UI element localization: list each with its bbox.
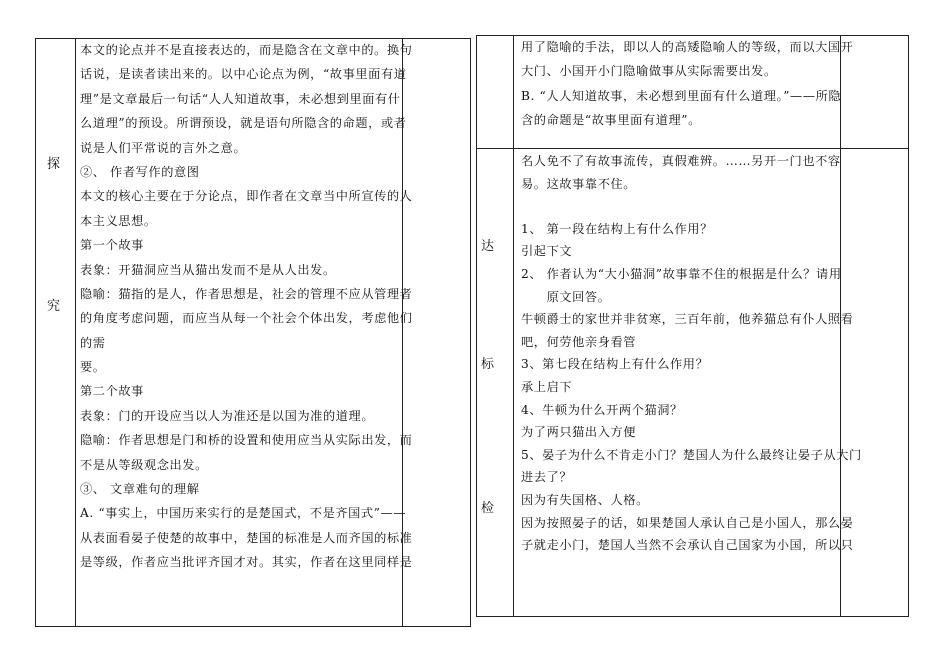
left-line: 从表面看晏子使楚的故事中，楚国的标准是人而齐国的标准 <box>80 530 413 545</box>
right-bottom-line: 子就走小门，楚国人当然不会承认自己国家为小国，所以只 <box>521 538 854 553</box>
left-line: 本主义思想。 <box>80 213 157 228</box>
left-line: 隐喻：猫指的是人，作者思想是，社会的管理不应从管理者 <box>80 286 413 301</box>
right-bottom-text <box>521 150 862 557</box>
right-top-line: 大门、小国开小门隐喻做事从实际需要出发。 <box>521 64 777 79</box>
left-table-col-divider-1 <box>75 39 76 626</box>
left-line: A. “事实上，中国历来实行的是楚国式，不是齐国式”—— <box>80 506 407 521</box>
left-side-label-1: 探 <box>47 157 61 172</box>
right-bottom-line: 引起下文 <box>521 244 573 259</box>
left-line: 第一个故事 <box>80 238 144 253</box>
left-line: ③、 文章难句的理解 <box>80 482 200 497</box>
right-bottom-line: 3、第七段在结构上有什么作用？ <box>521 357 709 372</box>
right-top-line: B. “人人知道故事，未必想到里面有什么道理。”——所隐 <box>521 88 842 103</box>
right-bottom-line: 吧，何劳他亲身看管 <box>521 334 637 349</box>
right-bottom-line: 易。这故事靠不住。 <box>521 176 637 191</box>
left-line: 的角度考虑问题，而应当从每一个社会个体出发，考虑他们 <box>80 311 413 326</box>
left-line: 表象：门的开设应当以人为准还是以国为准的道理。 <box>80 408 375 423</box>
right-bottom-line: 因为按照晏子的话，如果楚国人承认自己是小国人，那么晏 <box>521 515 854 530</box>
right-bottom-line: 4、牛顿为什么开两个猫洞？ <box>521 402 683 417</box>
left-line: 理”是文章最后一句话“人人知道故事，未必想到里面有什 <box>80 91 401 106</box>
left-line: 是等级，作者应当批评齐国才对。其实，作者在这里同样是 <box>80 555 413 570</box>
left-line: ②、 作者写作的意图 <box>80 164 200 179</box>
left-line: 本文的论点并不是直接表达的，而是隐含在文章中的。换句 <box>80 43 413 57</box>
right-bottom-line: 原文回答。 <box>521 289 611 304</box>
left-side-label-2: 究 <box>47 299 61 314</box>
right-bottom-line: 因为有失国格、人格。 <box>521 492 649 507</box>
left-line: 第二个故事 <box>80 384 144 399</box>
left-line: 么道理”的预设。所谓预设，就是语句所隐含的命题，或者 <box>80 116 407 131</box>
right-bottom-line: 牛顿爵士的家世并非贫寒，三百年前，他养猫总有仆人照看 <box>521 312 854 327</box>
left-line: 要。 <box>80 360 106 375</box>
right-table-row-divider <box>477 148 908 149</box>
right-bottom-line <box>521 195 862 218</box>
right-side-label-1: 达 <box>481 239 495 254</box>
left-line: 表象：开猫洞应当从猫出发而不是从人出发。 <box>80 262 336 277</box>
right-bottom-line: 为了两只猫出入方便 <box>521 425 637 440</box>
right-top-line: 含的命题是“故事里面有道理”。 <box>521 113 701 128</box>
left-line: 说是人们平常说的言外之意。 <box>80 140 247 155</box>
right-bottom-line: 承上启下 <box>521 379 573 394</box>
right-bottom-line: 1、 第一段在结构上有什么作用？ <box>521 221 713 236</box>
left-line: 话说，是读者读出来的。以中心论点为例，“故事里面有道 <box>80 67 407 82</box>
left-line: 不是从等级观念出发。 <box>80 457 208 472</box>
right-table-col-divider-1 <box>513 36 514 616</box>
left-line: 的需 <box>80 335 106 350</box>
right-bottom-line: 进去了？ <box>521 470 573 485</box>
left-line: 隐喻：作者思想是门和桥的设置和使用应当从实际出发，而 <box>80 433 413 448</box>
right-bottom-line: 2、 作者认为“大小猫洞”故事靠不住的根据是什么？请用 <box>521 266 842 281</box>
right-side-label-3: 检 <box>481 501 495 516</box>
left-line: 本文的核心主要在于分论点，即作者在文章当中所宣传的人 <box>80 189 413 204</box>
right-side-label-2: 标 <box>481 357 495 372</box>
left-body-text <box>80 38 412 575</box>
right-bottom-line: 名人免不了有故事流传，真假难辨。……另开一门也不容 <box>521 154 841 168</box>
right-bottom-line: 5、晏子为什么不肯走小门？楚国人为什么最终让晏子从大门 <box>521 447 862 462</box>
right-top-text <box>521 35 853 133</box>
right-top-line: 用了隐喻的手法，即以人的高矮隐喻人的等级，而以大国开 <box>521 40 854 54</box>
